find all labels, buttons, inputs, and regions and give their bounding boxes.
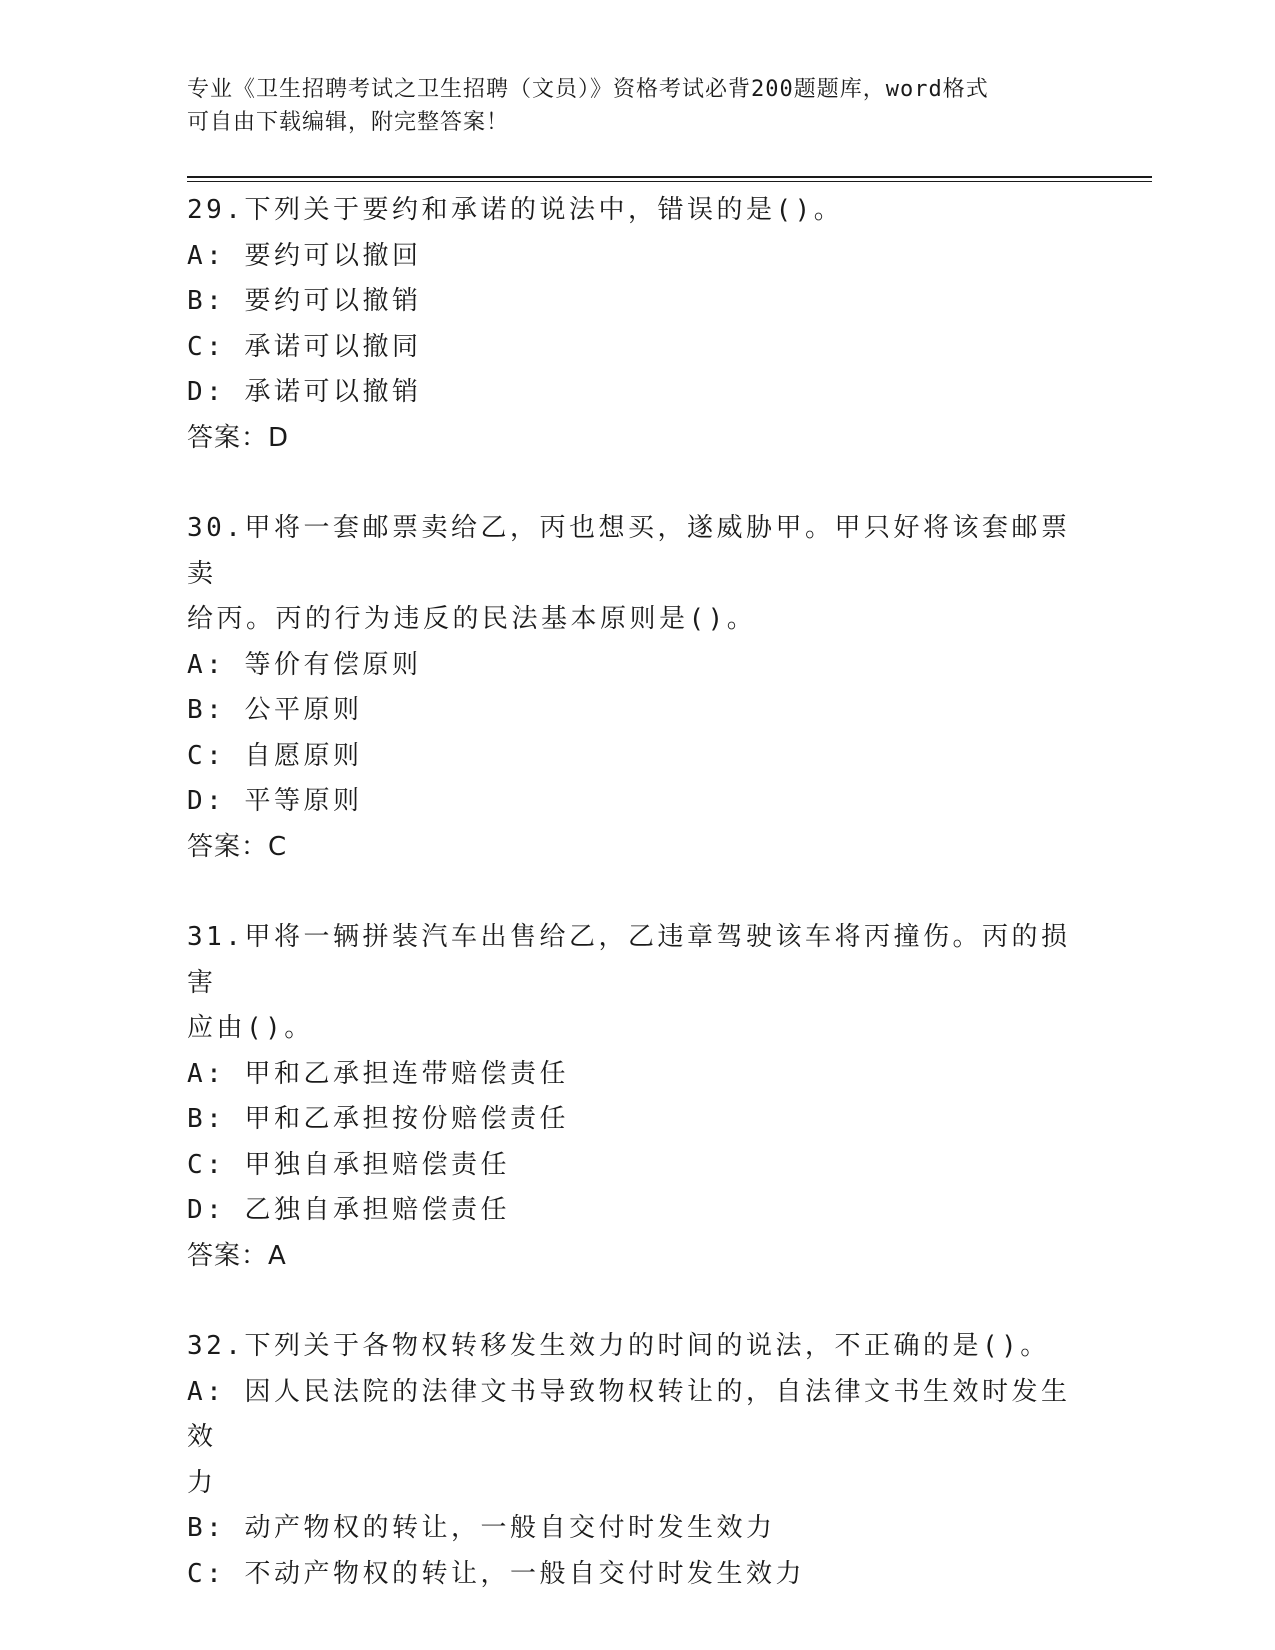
option-label: A: (187, 1058, 226, 1089)
question-29 (187, 188, 1087, 461)
question-stem: 应由()。 (187, 1013, 314, 1043)
option-label: C: (187, 1558, 226, 1589)
question-stem: 29.下列关于要约和承诺的说法中，错误的是()。 (187, 195, 844, 225)
option-text: 承诺可以撤销 (244, 377, 422, 407)
question-stem: 30.甲将一套邮票卖给乙，丙也想买，遂威胁甲。甲只好将该套邮票卖 (187, 513, 1071, 589)
option-text: 甲和乙承担连带赔偿责任 (244, 1058, 569, 1089)
option-text: 要约可以撤销 (244, 286, 422, 316)
header-line: 专业《卫生招聘考试之卫生招聘（文员）》资格考试必背200题题库，word格式 (187, 77, 989, 102)
option-label: C: (187, 1149, 226, 1180)
option-text: 甲和乙承担按份赔偿责任 (244, 1104, 569, 1134)
answer: 答案：C (187, 831, 288, 862)
option-label: B: (187, 286, 226, 316)
question-30 (187, 506, 1087, 870)
option-label: A: (187, 649, 226, 680)
option-b (187, 1097, 1087, 1143)
document-header (187, 73, 1087, 139)
option-a (187, 1052, 1087, 1098)
option-c (187, 734, 1087, 780)
option-text: 平等原则 (244, 786, 363, 816)
option-b (187, 279, 1087, 325)
option-text: 要约可以撤回 (244, 240, 422, 271)
option-label: B: (187, 1104, 226, 1134)
option-label: A: (187, 1376, 226, 1407)
option-text: 乙独自承担赔偿责任 (244, 1195, 510, 1225)
option-text: 自愿原则 (244, 740, 363, 771)
option-text: 甲独自承担赔偿责任 (244, 1149, 510, 1180)
option-a (187, 234, 1087, 280)
option-label: C: (187, 331, 226, 362)
option-label: D: (187, 1195, 226, 1225)
option-label: C: (187, 740, 226, 771)
header-divider (187, 176, 1152, 178)
option-c (187, 325, 1087, 371)
option-d (187, 370, 1087, 416)
question-32 (187, 1324, 1087, 1597)
header-divider (187, 181, 1152, 182)
option-c (187, 1143, 1087, 1189)
option-a-continued: 力 (187, 1467, 217, 1498)
option-d (187, 1188, 1087, 1234)
option-b (187, 688, 1087, 734)
answer: 答案：A (187, 1240, 287, 1271)
header-line: 可自由下载编辑，附完整答案！ (187, 110, 510, 135)
option-text: 公平原则 (244, 695, 363, 725)
option-label: A: (187, 240, 226, 271)
option-d (187, 779, 1087, 825)
option-label: D: (187, 786, 226, 816)
option-text: 等价有偿原则 (244, 649, 422, 680)
option-a (187, 1370, 1087, 1461)
option-label: B: (187, 1513, 226, 1543)
option-label: D: (187, 377, 226, 407)
question-stem: 32.下列关于各物权转移发生效力的时间的说法，不正确的是()。 (187, 1331, 1050, 1361)
option-text: 动产物权的转让，一般自交付时发生效力 (244, 1513, 776, 1543)
question-stem: 31.甲将一辆拼装汽车出售给乙，乙违章驾驶该车将丙撞伤。丙的损害 (187, 922, 1071, 998)
option-text: 不动产物权的转让，一般自交付时发生效力 (244, 1558, 805, 1589)
option-text: 承诺可以撤同 (244, 331, 422, 362)
option-b (187, 1506, 1087, 1552)
question-list (187, 188, 1087, 1597)
option-c (187, 1552, 1087, 1598)
option-label: B: (187, 695, 226, 725)
answer: 答案：D (187, 422, 290, 453)
option-a (187, 643, 1087, 689)
question-stem: 给丙。丙的行为违反的民法基本原则是()。 (187, 604, 757, 634)
question-31 (187, 915, 1087, 1279)
option-text: 因人民法院的法律文书导致物权转让的，自法律文书生效时发生效 (187, 1376, 1071, 1452)
